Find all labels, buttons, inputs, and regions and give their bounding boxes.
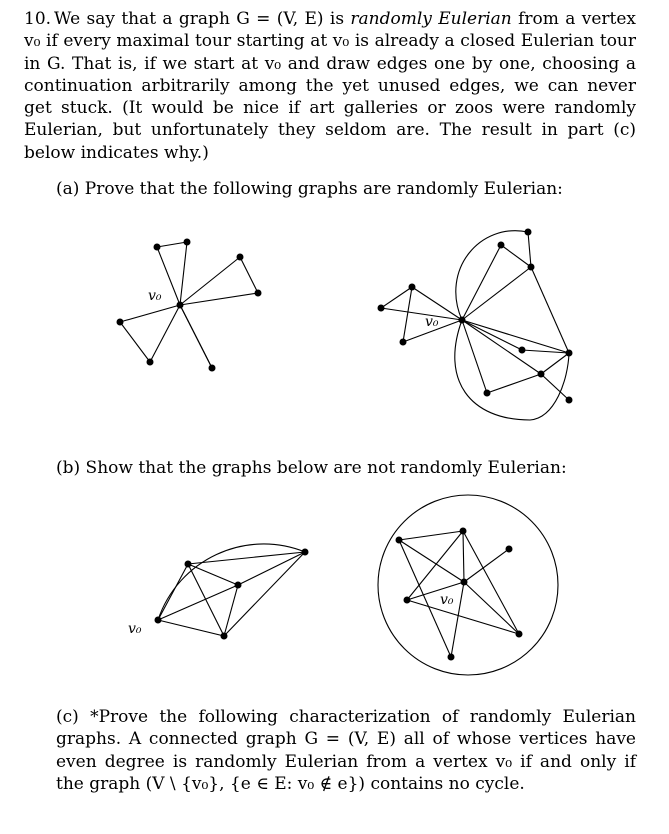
edge [188, 564, 238, 585]
edge [240, 257, 258, 293]
vertex [396, 537, 403, 544]
figure-a1 [117, 239, 262, 372]
vertex [400, 339, 407, 346]
edge [403, 287, 412, 342]
edge [188, 564, 224, 636]
edge [120, 322, 150, 362]
edge [238, 552, 305, 585]
edge [462, 320, 541, 374]
vertex [177, 302, 184, 309]
edge [381, 287, 412, 308]
vertex [506, 546, 513, 553]
vertex [235, 582, 242, 589]
vertex [255, 290, 262, 297]
vertex [185, 561, 192, 568]
vertex [461, 579, 468, 586]
edge [487, 374, 541, 393]
vertex [404, 597, 411, 604]
edge [501, 245, 531, 267]
edge [180, 305, 212, 368]
problem-intro-pre: We say that a graph G = (V, E) is [54, 9, 351, 29]
vertex [448, 654, 455, 661]
vertex [209, 365, 216, 372]
vertex-label-v0: v₀ [440, 592, 454, 608]
vertex [154, 244, 161, 251]
vertex [525, 229, 532, 236]
edge [180, 257, 240, 305]
vertex-label-v0: v₀ [148, 288, 162, 304]
problem-intro-post: from a vertex v₀ if every maximal tour starting at v₀ is already a closed Eulerian tour in G. That is, if we start at v₀ and draw edges one by one, choosing a continuation arbitrarily among the yet unused edges, we can never get stuck. (It would be nice if art galleries or zoos were randomly Eulerian, but unfortunately they seldom are. The result in part (c) below indicates why.) [24, 9, 637, 163]
vertex [538, 371, 545, 378]
vertex [378, 305, 385, 312]
vertex [155, 617, 162, 624]
edge [381, 308, 462, 320]
part-c-text: (c) *Prove the following characterization of randomly Eulerian graphs. A connected graph G = (V, E) all of whose vertices have even degree is randomly Eulerian from a vertex v₀ if and only if the graph (V \ {v₀}, {e ∈ E: v₀ ∉ e}) contains no cycle. [56, 707, 636, 794]
edge [158, 564, 188, 620]
vertex [528, 264, 535, 271]
vertex [221, 633, 228, 640]
vertex [519, 347, 526, 354]
vertex [566, 397, 573, 404]
vertex [460, 528, 467, 535]
edge [399, 531, 463, 540]
edge [157, 242, 187, 247]
vertex-label-v0: v₀ [425, 314, 439, 330]
edge [224, 552, 305, 636]
edge [188, 552, 305, 564]
edge [462, 245, 501, 320]
edge [464, 549, 509, 582]
vertex [459, 317, 466, 324]
outer-circle [378, 495, 558, 675]
edge [180, 242, 187, 305]
vertex [117, 319, 124, 326]
edge [158, 585, 238, 620]
edge [150, 305, 180, 362]
edge [531, 267, 569, 353]
edge [463, 531, 464, 582]
vertex [147, 359, 154, 366]
problem-number: 10. [24, 9, 52, 29]
edge [541, 353, 569, 374]
figure-a2 [378, 229, 573, 421]
vertex [237, 254, 244, 261]
part-b-text: (b) Show that the graphs below are not randomly Eulerian: [56, 458, 567, 478]
vertex [566, 350, 573, 357]
edge-arc [456, 231, 528, 320]
vertex [516, 631, 523, 638]
edge [158, 620, 224, 636]
edge [462, 267, 531, 320]
edge [180, 293, 258, 305]
edge [407, 600, 519, 634]
vertex [409, 284, 416, 291]
part-a-text: (a) Prove that the following graphs are randomly Eulerian: [56, 179, 563, 199]
vertex-label-v0: v₀ [128, 621, 142, 637]
vertex [184, 239, 191, 246]
vertex [302, 549, 309, 556]
edge [528, 232, 531, 267]
edge [407, 531, 463, 600]
figure-b2 [378, 495, 558, 675]
figure-b1 [128, 544, 309, 640]
vertex [484, 390, 491, 397]
vertex [498, 242, 505, 249]
problem-term: randomly Eulerian [350, 9, 512, 29]
edge [407, 582, 464, 600]
edge [462, 320, 569, 353]
edge [120, 305, 180, 322]
